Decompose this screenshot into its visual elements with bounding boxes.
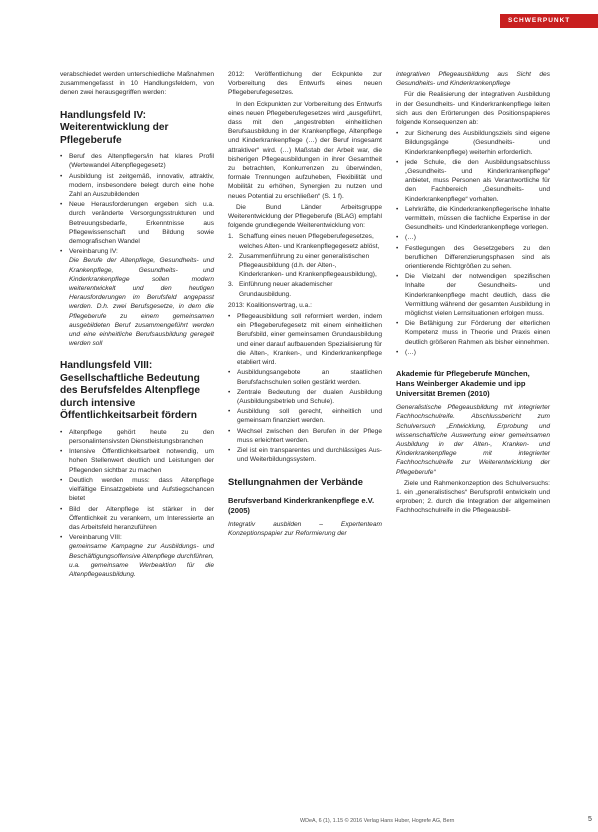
subheading: Berufsverband Kinderkrankenpflege e.V. (2005) xyxy=(228,495,375,515)
section-label: SCHWERPUNKT xyxy=(508,17,571,24)
list-item: • Neue Herausforderungen ergeben sich u.a. durch veränderte Versorgungsstrukturen und Betreuungsbedarfe, Erkenntnisse aus Pflegewissenschaft und Bildung sowie demografischen Wandel xyxy=(60,200,214,246)
agreement-text: gemeinsame Kampagne zur Ausbildungs- und Beschäftigungsoffensive Altenpflege durchführen, u.a. gemeinsame Werbeaktion für die Altenpflegeausbildung. xyxy=(69,543,214,578)
list-item: • Bild der Altenpflege ist stärker in der Öffentlichkeit zu verankern, um Interessierte an das Arbeitsfeld heranzuführen xyxy=(60,505,214,533)
list-number: 2. xyxy=(228,252,234,260)
paragraph: In den Eckpunkten zur Vorbereitung des Entwurfs eines neuen Pflegeberufegesetzes wird „ausgeführt, dass mit den „angestrebten einheitlichen Berufsausbildung in der Krankenpflege, Altenpflege und Kinderkrankenpflege (…) der Beruf insgesamt attraktiver“ wird. (…) Maßstab der Arbeit war, die bisherigen Pflegeausbildungen in ihrer Gesamtheit zu betrachten, Konkurrenzen zu überwinden, formale Trennungen aufzuheben, Flexibilität und Mobilität zu erhöhen, Synergien zu nutzen und neues Potential zu erschließen“ (S. 1 f). xyxy=(228,100,382,200)
list-item: • (…) xyxy=(396,348,550,357)
paragraph: integrativen Pflegeausbildung aus Sicht des Gesundheits- und Kinderkrankenpflege xyxy=(396,71,550,88)
list-item: • Altenpflege gehört heute zu den personalintensivsten Dienstleistungsbranchen xyxy=(60,428,214,446)
blag-list xyxy=(228,232,382,298)
list-item: • Zentrale Bedeutung der dualen Ausbildung (Ausbildungsbetrieb und Schule). xyxy=(228,388,382,406)
list-item xyxy=(60,533,214,579)
paragraph: Generalistische Pflegeausbildung mit integrierter Fachhochschulreife. Abschlussbericht zum Schulversuch „Entwicklung, Erprobung und wissenschaftliche Auswertung einer gemeinsamen Ausbildung in der Alten-, Kranken- und Kinderkrankenpflege mit integrierter Fachhochschulreife zur Weiterentwicklung der Pflegeberufe“ xyxy=(396,404,550,476)
list-item xyxy=(228,252,382,280)
list-item: • (…) xyxy=(396,233,550,242)
list-item: • Ziel ist ein transparentes und durchlässiges Aus- und Weiterbildungssystem. xyxy=(228,446,382,464)
list-item: • zur Sicherung des Ausbildungsziels sind eigene Bildungsgänge (Gesundheits- und Kinderkrankenpflege) weiterhin erforderlich. xyxy=(396,129,550,157)
consequences-list xyxy=(396,129,550,357)
column-3 xyxy=(396,70,550,518)
agreement-label: Vereinbarung IV: xyxy=(69,248,118,256)
list-text: Zusammenführung zu einer generalistischen Pflegeausbildung (d.h. der Alten-, Kinderkranken- und Krankenpflegeausbildung), xyxy=(239,252,377,279)
paragraph: Integrativ ausbilden – Expertenteam Konzeptionspapier zur Reformierung der xyxy=(228,520,382,538)
list-number: 3. xyxy=(228,281,234,289)
paragraph: 2012: Veröffentlichung der Eckpunkte zur Vorbereitung des Entwurfs eines neuen Pflegeberufegesetzes. xyxy=(228,71,382,97)
list-number: 1. xyxy=(228,233,234,241)
list-item: • Die Befähigung zur Förderung der elterlichen Kompetenz muss in Theorie und Praxis einen deutlich größeren Rahmen als bisher einnehmen. xyxy=(396,319,550,347)
list-item: • Intensive Öffentlichkeitsarbeit notwendig, um hohen Stellenwert deutlich und Leistungen der Pflegenden sichtbar zu machen xyxy=(60,447,214,475)
subheading: Akademie für Pflegeberufe München, Hans Weinberger Akademie und ipp Universität Bremen (2010) xyxy=(396,369,530,399)
list-item: • Festlegungen des Gesetzgebers zu den beruflichen Differenzierungsphasen sind als orientierende Richtgrößen zu sehen. xyxy=(396,244,550,272)
list-text: Einführung neuer akademischer Grundausbildung. xyxy=(239,281,333,298)
heading-hf4: Handlungsfeld IV: Weiterentwicklung der Pflegeberufe xyxy=(60,109,169,146)
hf8-list xyxy=(60,428,214,579)
agreement-text: Die Berufe der Altenpflege, Gesundheits- und Krankenpflege, Gesundheits- und Kinderkrankenpflege sollen modern weiterentwickelt und den heutigen Herausforderungen im Berufsfeld angepasst werden. D.h. zwei Berufsgesetze, in dem die Pflegeberufe zu einem gemeinsamen ausgebildeten Beruf zusammengeführt werden und eine einheitliche Berufsausbildung geregelt werden soll xyxy=(69,257,214,348)
list-item: • Deutlich werden muss: dass Altenpflege vielfältige Einsatzgebiete und Aufstiegschancen bietet xyxy=(60,476,214,504)
heading-hf8: Handlungsfeld VIII: Gesellschaftliche Bedeutung des Berufsfeldes Altenpflege durch intensive Öffentlichkeitsarbeit fördern xyxy=(60,360,201,422)
column-2 xyxy=(228,70,382,540)
list-text: Schaffung eines neuen Pflegeberufegesetzes, welches Alten- und Krankenpflegegesetz ablöst, xyxy=(239,233,380,250)
section-banner xyxy=(500,14,598,28)
paragraph: 2013: Koalitionsvertrag, u.a.: xyxy=(228,301,312,309)
list-item: • jede Schule, die den Ausbildungsabschluss „Gesundheits- und Kinderkrankenpflege“ anbietet, muss Personen als Verantwortliche für den Fachbereich „Gesundheits- und Kinderkrankenpflege“ vorhalten. xyxy=(396,158,550,204)
list-item: • Beruf des Altenpflegers/in hat klares Profil (Wertewandel Altenpflegegesetz) xyxy=(60,152,214,170)
list-item: • Die Vielzahl der notwendigen spezifischen Inhalte der Gesundheits- und Kinderkrankenpflege macht deutlich, dass die Vermittlung während der gesamten Ausbildung in möglichst vielen Lernsituationen erfolgen muss. xyxy=(396,272,550,318)
list-item xyxy=(228,280,382,298)
footer-citation: WDeA, 6 (1), 1.15 © 2016 Verlag Hans Huber, Hogrefe AG, Bern xyxy=(300,818,455,824)
hf4-list xyxy=(60,152,214,348)
list-item: • Ausbildung soll gerecht, einheitlich und gemeinsam finanziert werden. xyxy=(228,407,382,425)
intro-paragraph: verabschiedet werden unterschiedliche Maßnahmen zusammengefasst in 10 Handlungsfeldern, von denen zwei herausgegriffen werden: xyxy=(60,71,214,97)
list-item: • Ausbildung ist zeitgemäß, innovativ, attraktiv, modern, insbesondere belegt durch eine hohe Zahl an Auszubildenden xyxy=(60,172,214,200)
column-1 xyxy=(60,70,214,581)
heading-statements: Stellungnahmen der Verbände xyxy=(228,476,363,488)
list-item: • Lehrkräfte, die Kinderkrankenpflegerische Inhalte vermitteln, müssen die fachliche Expertise in der Gesundheits- und Kinderkrankenpflege vorlegen. xyxy=(396,205,550,233)
paragraph: Die Bund Länder Arbeitsgruppe Weiterentwicklung der Pflegeberufe (BLAG) empfahl folgende grundlegende Weiterentwicklung von: xyxy=(228,203,382,230)
paragraph: Für die Realisierung der integrativen Ausbildung in der Gesundheits- und Kinderkrankenpflege leiten sich aus den Erörterungen des Positionspapieres folgende Konsequenzen ab: xyxy=(396,91,550,127)
list-item xyxy=(228,232,382,250)
list-item: • Ausbildungsangebote an staatlichen Berufsfachschulen sollen gestärkt werden. xyxy=(228,368,382,386)
list-item: • Wechsel zwischen den Berufen in der Pflege muss erleichtert werden. xyxy=(228,427,382,445)
list-item xyxy=(60,247,214,348)
paragraph: Ziele und Rahmenkonzeption des Schulversuchs: 1. ein „generalistisches“ Berufsprofil entwickeln und erproben; 2. durch die Integration der allgemeinen Fachhochschulreife in die Pflegeausbil- xyxy=(396,479,550,515)
list-item: • Pflegeausbildung soll reformiert werden, indem ein Pflegeberufegesetz mit einem einheitlichen Berufsbild, einer gemeinsamen Grundausbildung und einer darauf aufbauenden Spezialisierung für die Alten-, Kranken-, und Kinderkrankenpflege etabliert wird. xyxy=(228,312,382,367)
coalition-list xyxy=(228,312,382,464)
page-number: 5 xyxy=(588,816,592,823)
agreement-label: Vereinbarung VIII: xyxy=(69,534,122,542)
